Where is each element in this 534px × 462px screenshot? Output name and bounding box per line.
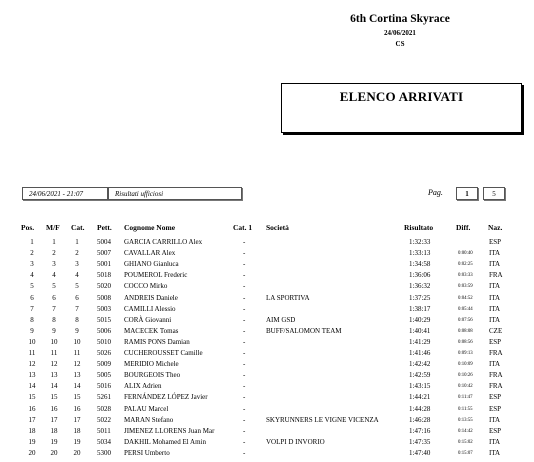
- cell-cat: 6: [75, 293, 79, 302]
- cell-pos: 5: [30, 282, 34, 291]
- col-society-header: Società: [266, 223, 289, 232]
- cell-cat1: -: [243, 271, 246, 280]
- cell-cat: 7: [75, 304, 79, 313]
- table-row: [0, 426, 534, 437]
- cell-mf: 14: [50, 382, 58, 391]
- cell-result: 1:40:29: [409, 315, 431, 324]
- cell-cat: 8: [75, 315, 79, 324]
- event-title: 6th Cortina Skyrace: [350, 13, 450, 25]
- col-cat1-header: Cat. 1: [233, 223, 253, 232]
- cell-result: 1:42:59: [409, 371, 431, 380]
- cell-naz: CZE: [489, 326, 503, 335]
- cell-cat: 16: [73, 404, 81, 413]
- cell-diff: 0:14:42: [458, 428, 473, 434]
- col-result-header: Risultato: [404, 223, 434, 232]
- cell-name: JIMENEZ LLORENS Juan Mar: [124, 426, 215, 435]
- page-total: 5: [483, 187, 505, 200]
- cell-result: 1:44:28: [409, 404, 431, 413]
- cell-society: BUFF/SALOMON TEAM: [266, 326, 342, 335]
- cell-name: POUMEROL Frederic: [124, 271, 188, 280]
- cell-pos: 6: [30, 293, 34, 302]
- cell-result: 1:37:25: [409, 293, 431, 302]
- table-row: [0, 326, 534, 337]
- cell-naz: FRA: [489, 349, 503, 357]
- cell-naz: ESP: [489, 337, 502, 346]
- cell-pett: 5003: [97, 304, 111, 313]
- cell-pos: 7: [30, 304, 34, 313]
- cell-naz: ITA: [489, 448, 501, 457]
- cell-cat1: -: [243, 371, 246, 380]
- cell-diff: 0:03:59: [458, 284, 473, 290]
- report-title: ELENCO ARRIVATI: [339, 89, 464, 104]
- cell-result: 1:40:41: [409, 326, 431, 335]
- cell-pett: 5009: [97, 360, 111, 369]
- cell-pett: 5261: [97, 393, 111, 402]
- cell-diff: 0:10:26: [458, 373, 473, 379]
- cell-naz: ESP: [489, 238, 502, 246]
- cell-result: 1:33:13: [409, 249, 431, 258]
- print-datetime: 24/06/2021 - 21:07: [22, 187, 108, 200]
- cell-result: 1:46:28: [409, 415, 431, 424]
- cell-name: BOURGEOIS Theo: [124, 371, 181, 380]
- cell-diff: 0:08:56: [458, 339, 473, 345]
- cell-result: 1:38:17: [409, 304, 431, 313]
- table-row: [0, 437, 534, 448]
- cell-result: 1:44:21: [409, 393, 431, 402]
- cell-diff: 0:10:09: [458, 362, 473, 368]
- cell-diff: 0:05:44: [458, 306, 473, 312]
- cell-naz: ITA: [489, 293, 501, 302]
- cell-cat: 5: [75, 282, 79, 291]
- cell-society: VOLPI D INVORIO: [266, 437, 325, 446]
- cell-pett: 5026: [97, 349, 111, 357]
- cell-naz: ESP: [489, 404, 502, 413]
- cell-pos: 14: [28, 382, 36, 391]
- cell-pett: 5034: [97, 437, 111, 446]
- cell-pos: 2: [30, 249, 34, 258]
- cell-cat1: -: [243, 404, 246, 413]
- table-row: [0, 237, 534, 248]
- cell-result: 1:41:29: [409, 337, 431, 346]
- table-row: [0, 370, 534, 381]
- cell-pos: 17: [28, 415, 36, 424]
- cell-naz: ITA: [489, 415, 501, 424]
- col-pos-header: Pos.: [21, 223, 35, 232]
- cell-mf: 20: [50, 448, 58, 457]
- cell-pett: 5006: [97, 326, 111, 335]
- table-row: [0, 359, 534, 370]
- cell-cat: 3: [75, 260, 79, 269]
- cell-diff: 0:04:52: [458, 295, 473, 301]
- col-naz-header: Naz.: [488, 223, 503, 232]
- cell-mf: 17: [50, 415, 58, 424]
- cell-mf: 19: [50, 437, 58, 446]
- cell-cat: 15: [73, 393, 81, 402]
- cell-result: 1:43:15: [409, 382, 431, 391]
- cell-naz: ITA: [489, 282, 501, 291]
- cell-diff: 0:11:47: [458, 395, 473, 401]
- table-row: [0, 259, 534, 270]
- cell-naz: ESP: [489, 426, 502, 435]
- cell-naz: ITA: [489, 360, 501, 369]
- cell-cat: 18: [73, 426, 81, 435]
- cell-cat1: -: [243, 393, 246, 402]
- cell-pett: 5016: [97, 382, 111, 391]
- cell-diff: 0:08:08: [458, 328, 473, 334]
- cell-pett: 5007: [97, 249, 111, 258]
- cell-diff: 0:00:40: [458, 251, 473, 257]
- cell-society: SKYRUNNERS LE VIGNE VICENZA: [266, 415, 379, 424]
- cell-result: 1:41:46: [409, 349, 431, 357]
- cell-mf: 10: [50, 337, 58, 346]
- cell-diff: 0:03:33: [458, 273, 473, 279]
- cell-pos: 8: [30, 315, 34, 324]
- cell-name: MARAN Stefano: [124, 415, 174, 424]
- cell-name: ANDREIS Daniele: [124, 293, 178, 302]
- cell-society: AIM GSD: [266, 315, 296, 324]
- cell-name: CAVALLAR Alex: [124, 249, 176, 258]
- cell-naz: ITA: [489, 304, 501, 313]
- cell-mf: 16: [50, 404, 58, 413]
- event-code: CS: [395, 40, 405, 48]
- cell-pos: 18: [28, 426, 36, 435]
- cell-naz: FRA: [489, 371, 503, 380]
- cell-pos: 15: [28, 393, 36, 402]
- cell-mf: 7: [52, 304, 56, 313]
- cell-name: GARCIA CARRILLO Alex: [124, 238, 203, 246]
- table-row: [0, 392, 534, 403]
- cell-cat: 20: [73, 448, 81, 457]
- cell-cat1: -: [243, 326, 246, 335]
- cell-result: 1:36:32: [409, 282, 431, 291]
- page-label: Pag.: [428, 188, 443, 197]
- col-pett-header: Pett.: [97, 223, 112, 232]
- cell-name: CAMILLI Alessio: [124, 304, 176, 313]
- cell-pett: 5018: [97, 271, 111, 280]
- cell-diff: 0:15:07: [458, 450, 473, 456]
- cell-pett: 5300: [97, 448, 111, 457]
- cell-pos: 11: [28, 349, 36, 357]
- cell-mf: 5: [52, 282, 56, 291]
- page-current: 1: [456, 187, 478, 200]
- cell-result: 1:47:35: [409, 437, 431, 446]
- cell-pos: 10: [28, 337, 36, 346]
- table-row: [0, 404, 534, 415]
- cell-cat: 2: [75, 249, 79, 258]
- cell-naz: ITA: [489, 315, 501, 324]
- table-row: [0, 415, 534, 426]
- cell-name: CORÀ Giovanni: [124, 315, 172, 324]
- cell-mf: 11: [50, 349, 58, 357]
- cell-cat: 14: [73, 382, 81, 391]
- cell-name: MACECEK Tomas: [124, 326, 179, 335]
- col-diff-header: Diff.: [456, 223, 471, 232]
- cell-pos: 3: [30, 260, 34, 269]
- cell-cat: 17: [73, 415, 81, 424]
- cell-result: 1:36:06: [409, 271, 431, 280]
- report-title-box: [281, 83, 522, 133]
- cell-result: 1:47:16: [409, 426, 431, 435]
- event-date: 24/06/2021: [384, 29, 416, 37]
- cell-pos: 12: [28, 360, 36, 369]
- table-row: [0, 248, 534, 259]
- cell-mf: 4: [52, 271, 56, 280]
- cell-result: 1:34:58: [409, 260, 431, 269]
- cell-name: GHIANO Gianluca: [124, 260, 179, 269]
- cell-pett: 5005: [97, 371, 111, 380]
- cell-cat1: -: [243, 349, 246, 357]
- cell-cat1: -: [243, 426, 246, 435]
- cell-pett: 5020: [97, 282, 111, 291]
- cell-naz: ESP: [489, 393, 502, 402]
- cell-cat: 4: [75, 271, 79, 280]
- cell-cat: 11: [73, 349, 81, 357]
- cell-pett: 5001: [97, 260, 111, 269]
- cell-pos: 1: [30, 238, 34, 246]
- cell-pett: 5010: [97, 337, 111, 346]
- table-row: [0, 315, 534, 326]
- cell-pett: 5011: [97, 426, 111, 435]
- table-row: [0, 337, 534, 348]
- cell-cat: 1: [75, 238, 79, 246]
- cell-pos: 16: [28, 404, 36, 413]
- cell-diff: 0:02:25: [458, 262, 473, 268]
- cell-pett: 5004: [97, 238, 111, 246]
- cell-cat1: -: [243, 360, 246, 369]
- col-name-header: Cognome Nome: [124, 223, 176, 232]
- cell-name: PERSI Umberto: [124, 448, 170, 457]
- cell-mf: 2: [52, 249, 56, 258]
- cell-diff: 0:11:55: [458, 406, 473, 412]
- col-mf-header: M/F: [46, 223, 60, 232]
- cell-mf: 13: [50, 371, 58, 380]
- cell-mf: 3: [52, 260, 56, 269]
- col-cat-header: Cat.: [71, 223, 85, 232]
- cell-diff: 0:09:13: [458, 351, 473, 356]
- cell-naz: ITA: [489, 437, 501, 446]
- cell-result: 1:42:42: [409, 360, 431, 369]
- table-row: [0, 448, 534, 459]
- cell-naz: FRA: [489, 382, 503, 391]
- cell-mf: 15: [50, 393, 58, 402]
- cell-pos: 9: [30, 326, 34, 335]
- cell-cat1: -: [243, 293, 246, 302]
- cell-mf: 1: [52, 238, 56, 246]
- cell-mf: 8: [52, 315, 56, 324]
- cell-name: CUCHEROUSSET Camille: [124, 349, 203, 357]
- cell-cat1: -: [243, 382, 246, 391]
- cell-cat: 19: [73, 437, 81, 446]
- cell-cat1: -: [243, 315, 246, 324]
- cell-cat1: -: [243, 337, 246, 346]
- cell-name: RAMIS PONS Damian: [124, 337, 190, 346]
- cell-name: MERIDIO Michele: [124, 360, 179, 369]
- cell-mf: 12: [50, 360, 58, 369]
- cell-pett: 5008: [97, 293, 111, 302]
- cell-pos: 19: [28, 437, 36, 446]
- cell-diff: 0:10:42: [458, 384, 473, 390]
- cell-pos: 20: [28, 448, 36, 457]
- cell-name: FERNÁNDEZ LÓPEZ Javier: [124, 393, 208, 402]
- cell-diff: 0:15:02: [458, 439, 473, 445]
- table-row: [0, 381, 534, 392]
- cell-cat1: -: [243, 238, 246, 246]
- cell-name: DAKHIL Mohamed El Amin: [124, 437, 206, 446]
- cell-cat: 12: [73, 360, 81, 369]
- cell-pett: 5015: [97, 315, 111, 324]
- results-status: Risultati ufficiosi: [108, 187, 242, 200]
- cell-cat1: -: [243, 304, 246, 313]
- cell-naz: FRA: [489, 271, 503, 280]
- cell-cat1: -: [243, 448, 246, 457]
- cell-cat1: -: [243, 282, 246, 291]
- table-row: [0, 348, 534, 359]
- cell-cat1: -: [243, 415, 246, 424]
- cell-name: COCCO Mirko: [124, 282, 168, 291]
- cell-mf: 9: [52, 326, 56, 335]
- cell-cat1: -: [243, 260, 246, 269]
- cell-pett: 5028: [97, 404, 111, 413]
- table-row: [0, 281, 534, 292]
- cell-pos: 13: [28, 371, 36, 380]
- cell-cat1: -: [243, 437, 246, 446]
- cell-result: 1:47:40: [409, 448, 431, 457]
- cell-naz: ITA: [489, 260, 501, 269]
- cell-pos: 4: [30, 271, 34, 280]
- cell-result: 1:32:33: [409, 238, 431, 246]
- cell-cat: 13: [73, 371, 81, 380]
- cell-diff: 0:07:56: [458, 317, 473, 323]
- cell-name: ALIX Adrien: [124, 382, 162, 391]
- cell-society: LA SPORTIVA: [266, 293, 310, 302]
- cell-diff: 0:13:55: [458, 417, 473, 423]
- cell-name: PALAU Marcel: [124, 404, 169, 413]
- table-row: [0, 270, 534, 281]
- cell-mf: 6: [52, 293, 56, 302]
- cell-cat: 9: [75, 326, 79, 335]
- table-row: [0, 293, 534, 304]
- cell-pett: 5022: [97, 415, 111, 424]
- cell-mf: 18: [50, 426, 58, 435]
- cell-cat: 10: [73, 337, 81, 346]
- table-row: [0, 304, 534, 315]
- cell-cat1: -: [243, 249, 246, 258]
- cell-naz: ITA: [489, 249, 501, 258]
